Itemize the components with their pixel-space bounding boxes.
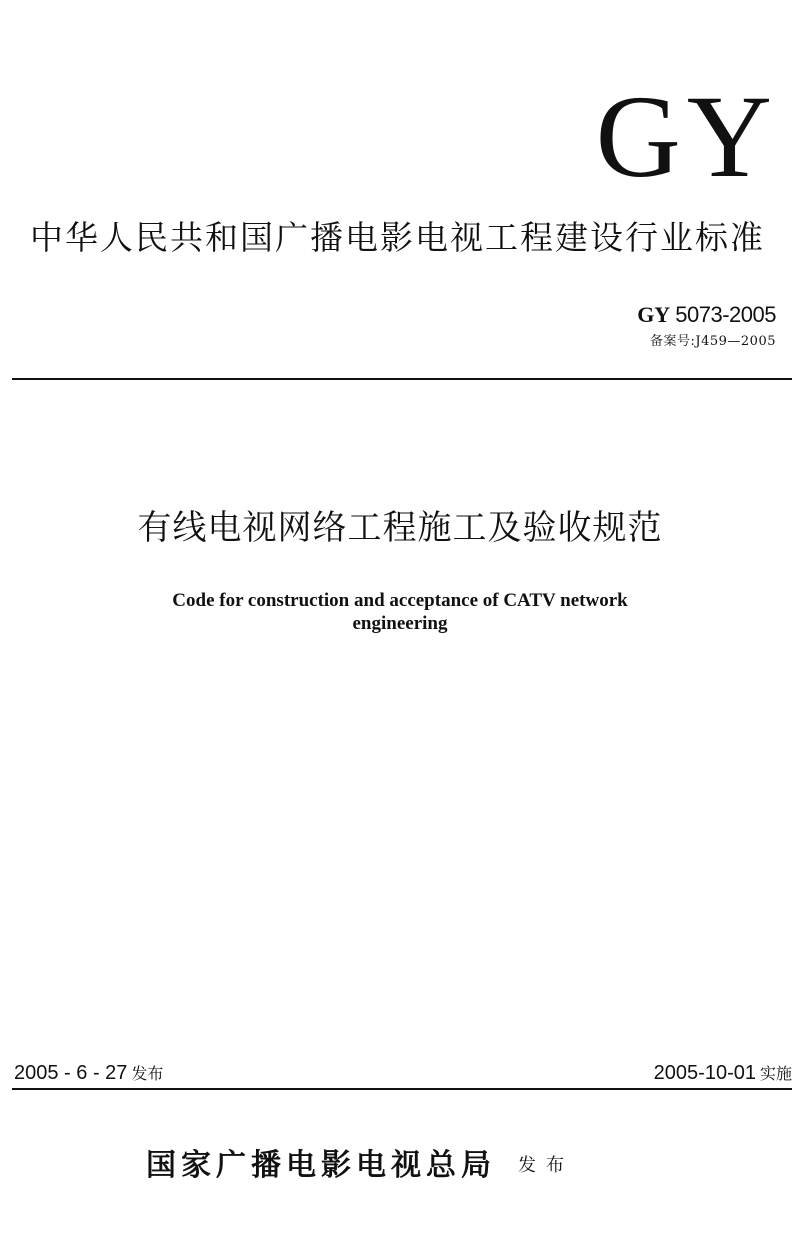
english-title-line-1: Code for construction and acceptance of CATV network	[172, 590, 628, 611]
gy-logo: GY	[595, 71, 778, 202]
effective-date	[654, 1060, 792, 1085]
document-title-english	[100, 589, 700, 635]
bottom-divider	[12, 1088, 792, 1090]
document-title-chinese: 有线电视网络工程施工及验收规范	[137, 508, 663, 548]
standard-number-value: 5073-2005	[675, 302, 776, 327]
issuer-line	[146, 1140, 574, 1184]
issuer-name: 国家广播电影电视总局	[146, 1148, 496, 1183]
publish-date-value: 2005 - 6 - 27	[14, 1062, 128, 1084]
effective-date-value: 2005-10-01	[653, 1062, 756, 1084]
top-divider	[12, 378, 792, 380]
publish-date-label: 发布	[131, 1064, 164, 1083]
standard-number	[637, 304, 776, 326]
issuer-action: 发布	[518, 1155, 574, 1176]
english-title-line-2: engineering	[352, 613, 448, 634]
publish-date	[14, 1060, 163, 1085]
effective-date-label: 实施	[759, 1064, 792, 1083]
filing-number: 备案号:J459—2005	[650, 334, 776, 349]
standard-code: GY	[637, 302, 671, 327]
industry-standard-title: 中华人民共和国广播电影电视工程建设行业标准	[30, 218, 765, 257]
